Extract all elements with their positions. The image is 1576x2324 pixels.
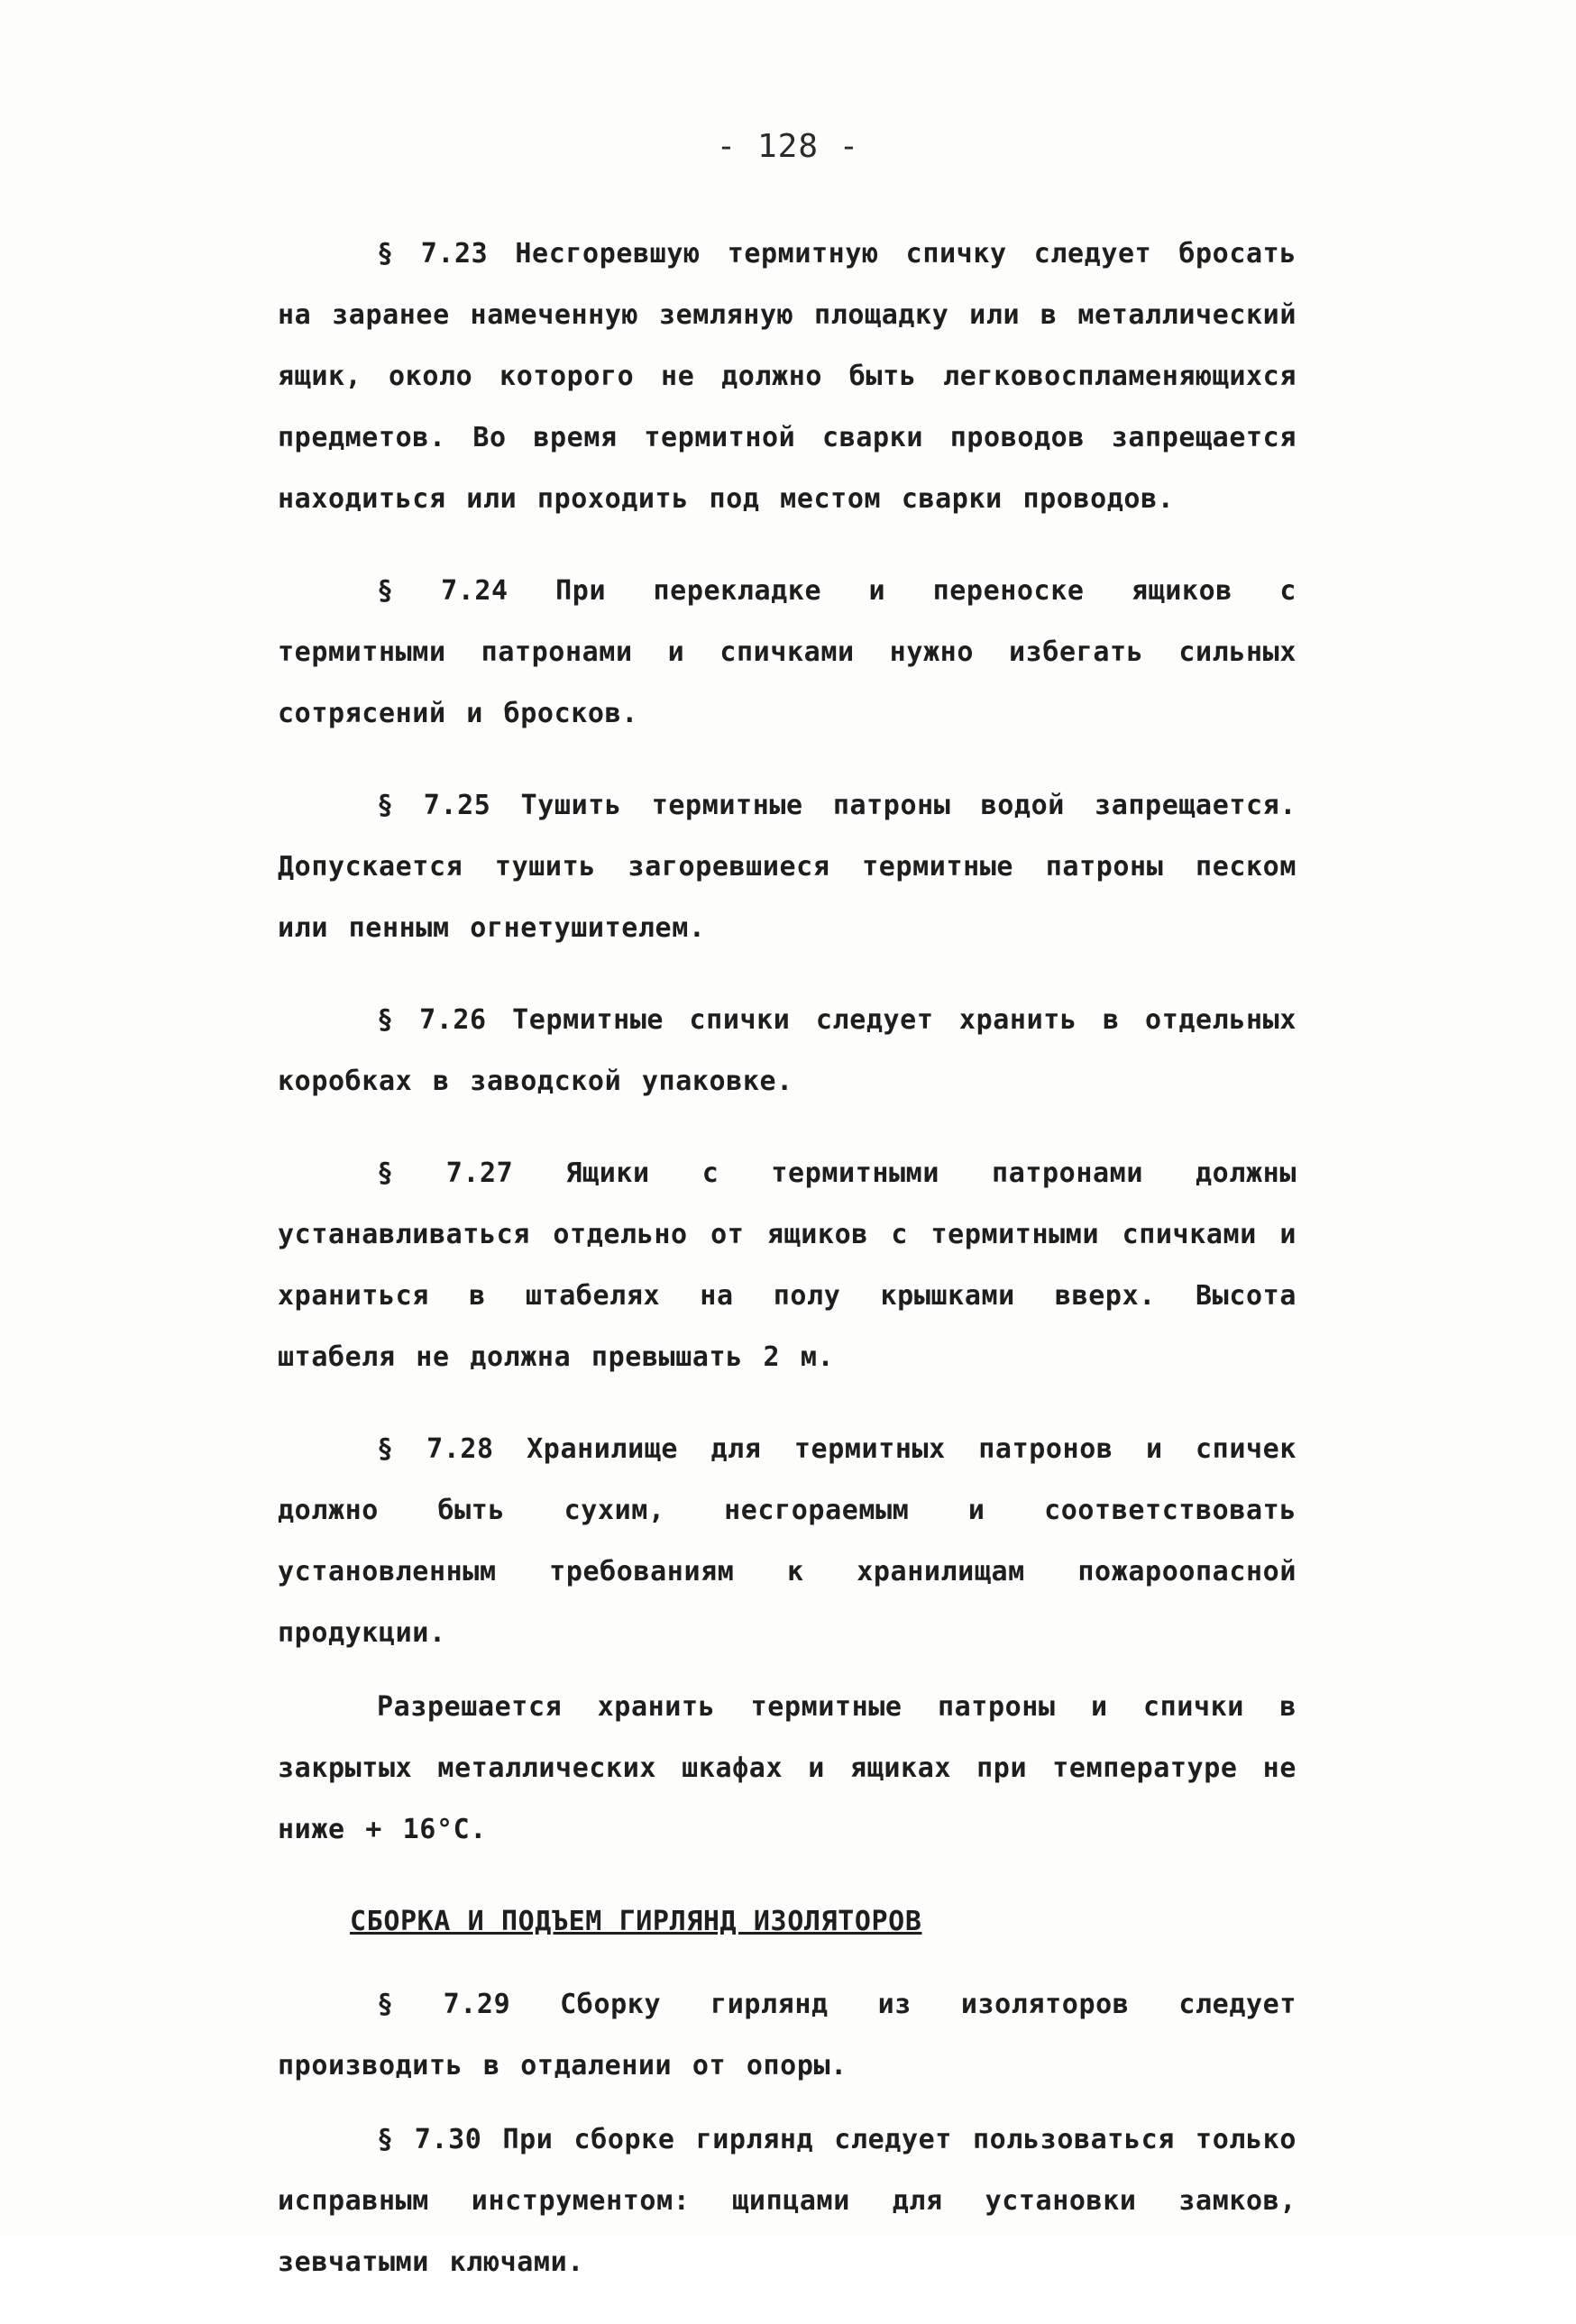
paragraph-7-30: § 7.30 При сборке гирлянд следует пользоваться только исправным инструментом: щипцами для установки замков, зевчатыми ключами. xyxy=(278,2124,1297,2278)
page-number: - 128 - xyxy=(716,128,860,165)
paragraph-7-25: § 7.25 Тушить термитные патроны водой запрещается. Допускается тушить загоревшиеся термитные патроны песком или пенным огнетушителем. xyxy=(278,790,1297,944)
paragraph-7-29: § 7.29 Сборку гирлянд из изоляторов следует производить в отдалении от опоры. xyxy=(278,1989,1297,2082)
paragraph-7-28: § 7.28 Хранилище для термитных патронов и спичек должно быть сухим, несгораемым и соответствовать установленным требованиям к хранилищам пожароопасной продукции. xyxy=(278,1433,1297,1649)
paragraph-7-23: § 7.23 Несгоревшую термитную спичку следует бросать на заранее намеченную земляную площадку или в металлический ящик, около которого не должно быть легковоспламеняющихся предметов. Во время термитной сварки проводов запрещается находиться или проходить под местом сварки проводов. xyxy=(278,238,1297,515)
section-heading: СБОРКА И ПОДЪЕМ ГИРЛЯНД ИЗОЛЯТОРОВ xyxy=(350,1906,922,1937)
paragraph-7-24: § 7.24 При перекладке и переноске ящиков с термитными патронами и спичками нужно избегать сильных сотрясений и бросков. xyxy=(278,575,1297,729)
paragraph-7-27: § 7.27 Ящики с термитными патронами должны устанавливаться отдельно от ящиков с термитными спичками и храниться в штабелях на полу крышками вверх. Высота штабеля не должна превышать 2 м. xyxy=(278,1157,1297,1373)
paragraph-7-26: § 7.26 Термитные спички следует хранить в отдельных коробках в заводской упаковке. xyxy=(278,1004,1297,1097)
paragraph-storage-note: Разрешается хранить термитные патроны и спички в закрытых металлических шкафах и ящиках при температуре не ниже + 16°С. xyxy=(278,1691,1297,1845)
document-body xyxy=(278,224,1297,2324)
